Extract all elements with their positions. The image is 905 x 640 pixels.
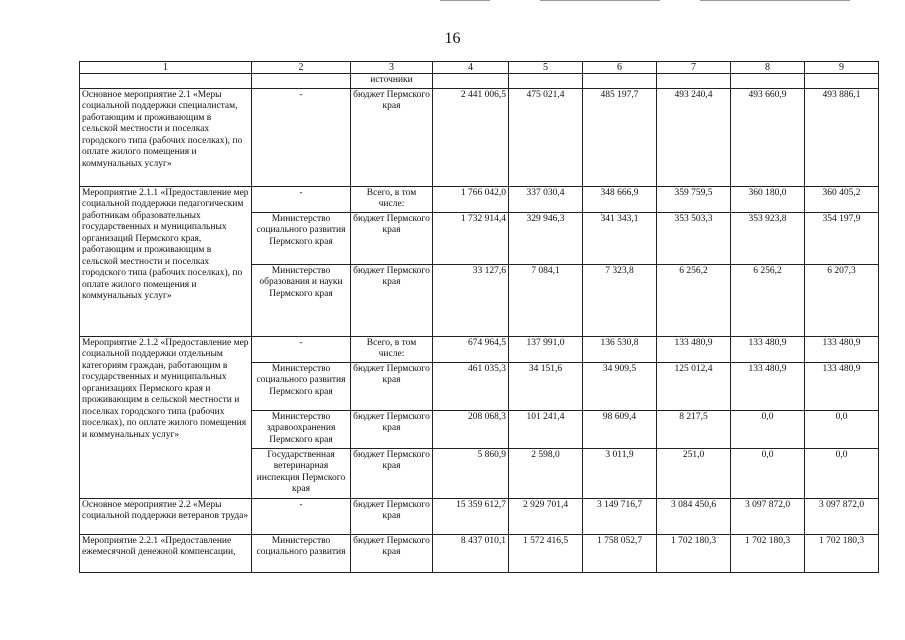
- executor-cell: Министерство образования и науки Пермского края: [252, 264, 351, 336]
- value-cell: 0,0: [805, 410, 879, 448]
- value-cell: 133 480,9: [805, 362, 879, 410]
- value-cell: 33 127,6: [433, 264, 509, 336]
- executor-cell: -: [252, 186, 351, 212]
- value-cell: 329 946,3: [509, 212, 583, 264]
- table-row: [80, 498, 879, 534]
- value-cell: 101 241,4: [509, 410, 583, 448]
- value-cell: 493 240,4: [657, 88, 731, 186]
- value-cell: 7 323,8: [583, 264, 657, 336]
- source-cell: Всего, в том числе:: [351, 336, 433, 362]
- activity-name: Мероприятие 2.1.1 «Предоставление мер социальной поддержки педагогическим работникам образовательных государственных и муниципальных организаций Пермского края, работающим и проживающим в сельской местности и поселках городского типа (рабочих поселках), по оплате жилого помещения и коммунальных услуг»: [80, 186, 252, 336]
- value-cell: 2 929 701,4: [509, 498, 583, 534]
- source-cell: бюджет Пермского края: [351, 534, 433, 572]
- col-header: 5: [509, 62, 583, 74]
- executor-cell: Министерство социального развития Пермского края: [252, 362, 351, 410]
- source-cell: бюджет Пермского края: [351, 212, 433, 264]
- value-cell: 360 180,0: [731, 186, 805, 212]
- value-cell: 1 702 180,3: [731, 534, 805, 572]
- value-cell: 493 660,9: [731, 88, 805, 186]
- value-cell: 348 666,9: [583, 186, 657, 212]
- value-cell: 3 011,9: [583, 448, 657, 498]
- value-cell: 125 012,4: [657, 362, 731, 410]
- value-cell: 5 860,9: [433, 448, 509, 498]
- value-cell: 461 035,3: [433, 362, 509, 410]
- value-cell: 3 097 872,0: [731, 498, 805, 534]
- value-cell: 3 097 872,0: [805, 498, 879, 534]
- scan-top-rules: [440, 0, 860, 1]
- value-cell: 133 480,9: [731, 362, 805, 410]
- value-cell: 341 343,1: [583, 212, 657, 264]
- value-cell: 6 256,2: [657, 264, 731, 336]
- value-cell: 3 149 716,7: [583, 498, 657, 534]
- value-cell: 360 405,2: [805, 186, 879, 212]
- value-cell: 674 964,5: [433, 336, 509, 362]
- col-header: 3: [351, 62, 433, 74]
- value-cell: 136 530,8: [583, 336, 657, 362]
- col-header: 9: [805, 62, 879, 74]
- activity-name: Основное мероприятие 2.1 «Меры социальной поддержки специалистам, работающим и проживающим в сельской местности и поселках городского типа (рабочих поселках), по оплате жилого помещения и коммунальных услуг»: [80, 88, 252, 186]
- executor-cell: Государственная ветеринарная инспекция Пермского края: [252, 448, 351, 498]
- value-cell: 359 759,5: [657, 186, 731, 212]
- value-cell: 1 702 180,3: [657, 534, 731, 572]
- program-funding-table: [79, 61, 879, 573]
- value-cell: 251,0: [657, 448, 731, 498]
- value-cell: 1 766 042,0: [433, 186, 509, 212]
- col-header: 7: [657, 62, 731, 74]
- value-cell: 1 702 180,3: [805, 534, 879, 572]
- executor-cell: Министерство социального развития Пермского края: [252, 212, 351, 264]
- header-row: [80, 62, 879, 74]
- source-cell: бюджет Пермского края: [351, 410, 433, 448]
- executor-cell: Министерство социального развития: [252, 534, 351, 572]
- value-cell: 1 732 914,4: [433, 212, 509, 264]
- value-cell: 0,0: [731, 448, 805, 498]
- source-cell: бюджет Пермского края: [351, 448, 433, 498]
- value-cell: 0,0: [731, 410, 805, 448]
- col-header: 1: [80, 62, 252, 74]
- table-row: [80, 534, 879, 572]
- value-cell: 1 758 052,7: [583, 534, 657, 572]
- table-row: [80, 88, 879, 186]
- value-cell: 2 441 006,5: [433, 88, 509, 186]
- executor-cell: -: [252, 498, 351, 534]
- source-cell: бюджет Пермского края: [351, 88, 433, 186]
- value-cell: 208 068,3: [433, 410, 509, 448]
- value-cell: 2 598,0: [509, 448, 583, 498]
- col-header: 8: [731, 62, 805, 74]
- activity-name: Мероприятие 2.2.1 «Предоставление ежемесячной денежной компенсации,: [80, 534, 252, 572]
- activity-name: Основное мероприятие 2.2 «Меры социальной поддержки ветеранов труда»: [80, 498, 252, 534]
- value-cell: 6 256,2: [731, 264, 805, 336]
- value-cell: 7 084,1: [509, 264, 583, 336]
- source-cell: источники: [351, 74, 433, 89]
- value-cell: 34 151,6: [509, 362, 583, 410]
- executor-cell: -: [252, 336, 351, 362]
- value-cell: 8 217,5: [657, 410, 731, 448]
- value-cell: 133 480,9: [657, 336, 731, 362]
- value-cell: 98 609,4: [583, 410, 657, 448]
- source-cell: бюджет Пермского края: [351, 264, 433, 336]
- value-cell: 133 480,9: [731, 336, 805, 362]
- table-row: [80, 74, 879, 89]
- value-cell: 6 207,3: [805, 264, 879, 336]
- value-cell: 485 197,7: [583, 88, 657, 186]
- source-cell: бюджет Пермского края: [351, 498, 433, 534]
- source-cell: бюджет Пермского края: [351, 362, 433, 410]
- value-cell: 8 437 010,1: [433, 534, 509, 572]
- col-header: 6: [583, 62, 657, 74]
- value-cell: 353 923,8: [731, 212, 805, 264]
- value-cell: 15 359 612,7: [433, 498, 509, 534]
- value-cell: 0,0: [805, 448, 879, 498]
- value-cell: 475 021,4: [509, 88, 583, 186]
- activity-name: Мероприятие 2.1.2 «Предоставление мер социальной поддержки отдельным категориям граждан, работающим в государственных и муниципальных организациях Пермского края и проживающим в сельской местности и поселках городского типа (рабочих поселках), по оплате жилого помещения и коммунальных услуг»: [80, 336, 252, 498]
- value-cell: 34 909,5: [583, 362, 657, 410]
- value-cell: 353 503,3: [657, 212, 731, 264]
- col-header: 4: [433, 62, 509, 74]
- page-number: 16: [444, 30, 461, 47]
- table-row: [80, 186, 879, 212]
- value-cell: 1 572 416,5: [509, 534, 583, 572]
- table-row: [80, 336, 879, 362]
- value-cell: 337 030,4: [509, 186, 583, 212]
- value-cell: 133 480,9: [805, 336, 879, 362]
- value-cell: 137 991,0: [509, 336, 583, 362]
- value-cell: 493 886,1: [805, 88, 879, 186]
- executor-cell: Министерство здравоохранения Пермского края: [252, 410, 351, 448]
- source-cell: Всего, в том числе:: [351, 186, 433, 212]
- value-cell: 354 197,9: [805, 212, 879, 264]
- executor-cell: -: [252, 88, 351, 186]
- value-cell: 3 084 450,6: [657, 498, 731, 534]
- col-header: 2: [252, 62, 351, 74]
